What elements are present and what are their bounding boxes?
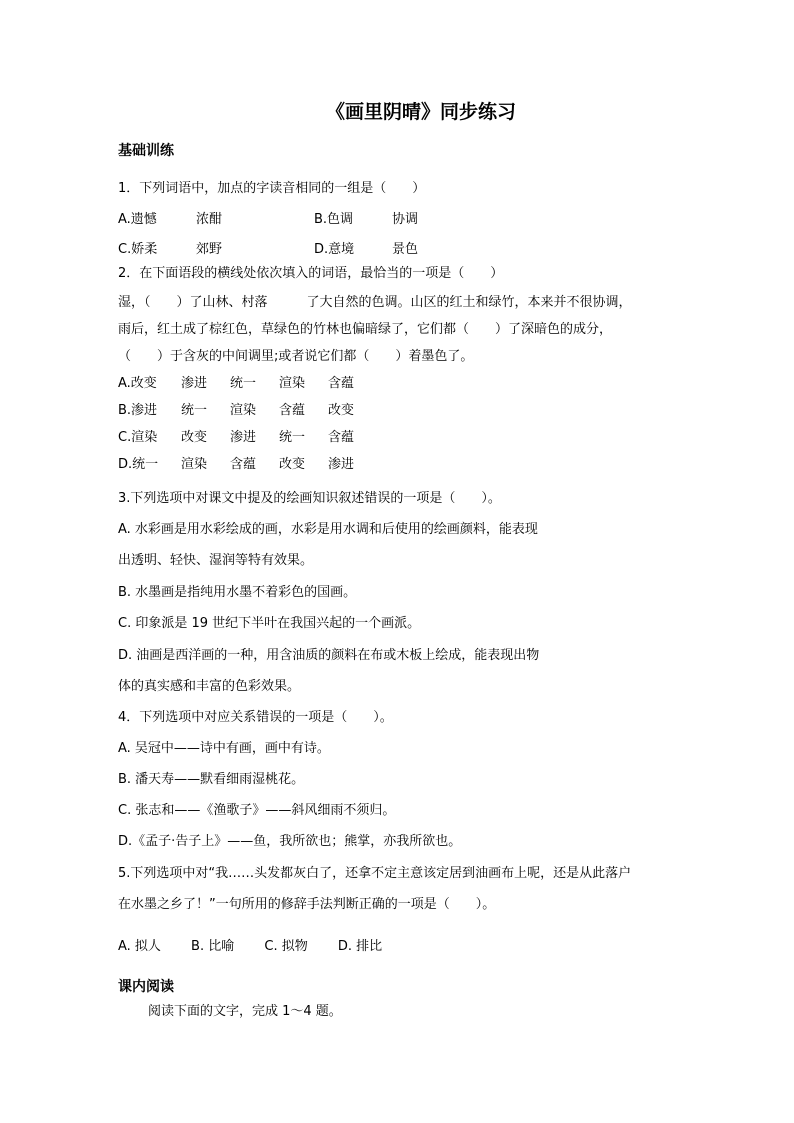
- q1-option-b-label: B.色调: [314, 212, 354, 227]
- q2-option-b-word-1: B.渗进: [118, 403, 158, 418]
- q2-option-b-word-4: 含蕴: [279, 403, 306, 418]
- q2-option-d-word-1: D.统一: [118, 457, 159, 472]
- q2-option-a-word-3: 统一: [230, 376, 257, 391]
- q1-option-c-word: 郊野: [196, 242, 223, 257]
- section-basic-training: 基础训练: [118, 143, 174, 159]
- q4-option-b: B. 潘天寿——默看细雨湿桃花。: [118, 772, 305, 787]
- q2-passage-line-1: 湿，（ ）了山林、村落 了大自然的色调。山区的红土和绿竹，本来并不很协调，: [118, 295, 632, 310]
- reading-instruction: 阅读下面的文字，完成 1～4 题。: [148, 1004, 342, 1019]
- q2-option-a: [118, 372, 354, 391]
- q3-option-a-line-2: 出透明、轻快、湿润等特有效果。: [118, 553, 314, 568]
- q2-option-a-word-5: 含蕴: [328, 376, 355, 391]
- q1-option-a-label: A.遗憾: [118, 212, 157, 227]
- q3-option-d-line-1: D. 油画是西洋画的一种，用含油质的颜料在布或木板上绘成，能表现出物: [118, 648, 540, 663]
- q2-option-a-word-4: 渲染: [279, 376, 306, 391]
- q3-option-b: B. 水墨画是指纯用水墨不着彩色的国画。: [118, 585, 357, 600]
- q2-option-b-word-5: 改变: [328, 403, 355, 418]
- q2-option-d-word-5: 渗进: [328, 457, 355, 472]
- q2-passage-line-3: （ ）于含灰的中间调里;或者说它们都（ ）着墨色了。: [118, 349, 474, 364]
- q5-options: A. 拟人 B. 比喻 C. 拟物 D. 排比: [118, 939, 383, 954]
- q2-option-d: [118, 453, 354, 472]
- q5-stem-line-1: 5.下列选项中对“我……头发都灰白了，还拿不定主意该定居到油画布上呢，还是从此落户: [118, 866, 632, 881]
- section-in-class-reading: 课内阅读: [118, 979, 174, 995]
- q2-option-c-word-5: 含蕴: [328, 430, 355, 445]
- q1-option-c-label: C.娇柔: [118, 242, 158, 257]
- q2-option-d-word-4: 改变: [279, 457, 306, 472]
- q3-option-a-line-1: A. 水彩画是用水彩绘成的画，水彩是用水调和后使用的绘画颜料，能表现: [118, 522, 538, 537]
- q3-option-c: C. 印象派是 19 世纪下半叶在我国兴起的一个画派。: [118, 616, 421, 631]
- q4-option-d: D.《孟子·告子上》——鱼，我所欲也；熊掌，亦我所欲也。: [118, 834, 462, 849]
- q2-option-b-word-2: 统一: [181, 403, 208, 418]
- q2-option-a-word-2: 渗进: [181, 376, 208, 391]
- q4-option-c: C. 张志和——《渔歌子》——斜风细雨不须归。: [118, 803, 396, 818]
- q2-option-c-word-4: 统一: [279, 430, 306, 445]
- q1-option-d-word: 景色: [392, 242, 419, 257]
- q2-option-c: [118, 426, 354, 445]
- q2-option-c-word-2: 改变: [181, 430, 208, 445]
- q2-option-d-word-2: 渲染: [181, 457, 208, 472]
- q2-option-a-word-1: A.改变: [118, 376, 157, 391]
- q2-stem: 2．在下面语段的横线处依次填入的词语，最恰当的一项是（ ）: [118, 266, 504, 281]
- q5-stem-line-2: 在水墨之乡了！”一句所用的修辞手法判断正确的一项是（ ）。: [118, 897, 496, 912]
- q2-passage-line-2: 雨后，红土成了棕红色，草绿色的竹林也偏暗绿了，它们都（ ）了深暗色的成分，: [118, 322, 613, 337]
- q1-option-a-word: 浓酣: [196, 212, 223, 227]
- q2-option-b-word-3: 渲染: [230, 403, 257, 418]
- q2-option-b: [118, 399, 354, 418]
- q4-option-a: A. 吴冠中——诗中有画，画中有诗。: [118, 741, 330, 756]
- q2-option-c-word-3: 渗进: [230, 430, 257, 445]
- q1-option-d-label: D.意境: [314, 242, 355, 257]
- q2-option-d-word-3: 含蕴: [230, 457, 257, 472]
- q4-stem: 4．下列选项中对应关系错误的一项是（ ）。: [118, 710, 393, 725]
- page-title: 《画里阴晴》同步练习: [325, 101, 516, 123]
- q3-option-d-line-2: 体的真实感和丰富的色彩效果。: [118, 679, 301, 694]
- q1-option-b-word: 协调: [392, 212, 419, 227]
- q3-stem: 3.下列选项中对课文中提及的绘画知识叙述错误的一项是（ ）。: [118, 491, 501, 506]
- q2-option-c-word-1: C.渲染: [118, 430, 158, 445]
- q1-stem: 1．下列词语中，加点的字读音相同的一组是（ ）: [118, 181, 426, 196]
